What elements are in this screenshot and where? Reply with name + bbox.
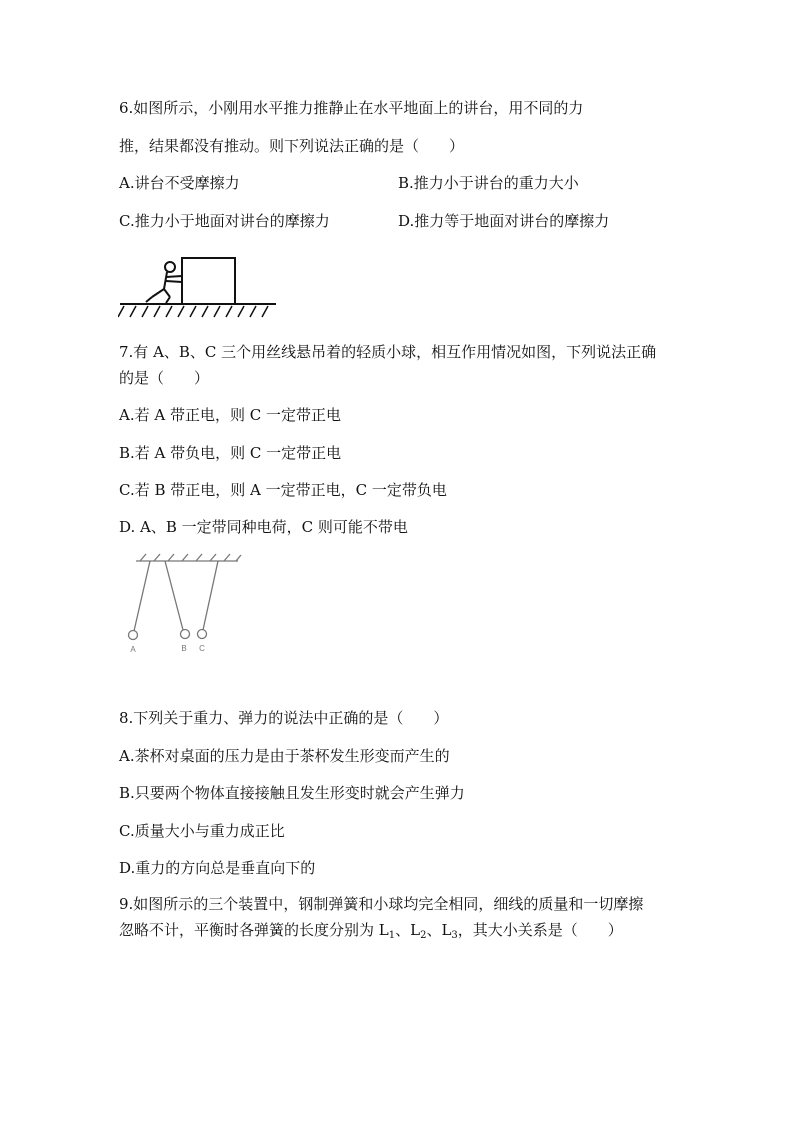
q9-stem-line2-pre: 忽略不计，平衡时各弹簧的长度分别为 L bbox=[119, 921, 389, 939]
q6-option-d: D.推力等于地面对讲台的摩擦力 bbox=[398, 212, 610, 230]
ball-c-label: C bbox=[199, 644, 205, 653]
q9-separator-2: 、L bbox=[426, 921, 452, 939]
q6-figure-pushing-podium bbox=[118, 255, 278, 321]
ball-c bbox=[198, 630, 207, 639]
q9-separator-1: 、L bbox=[395, 921, 421, 939]
q6-option-c: C.推力小于地面对讲台的摩擦力 bbox=[119, 212, 330, 230]
podium-box bbox=[182, 258, 235, 304]
q8-option-d: D.重力的方向总是垂直向下的 bbox=[119, 859, 316, 877]
l1-subscript: 1 bbox=[388, 930, 396, 941]
q7-stem-line1: 7.有 A、B、C 三个用丝线悬吊着的轻质小球，相互作用情况如图，下列说法正确 bbox=[119, 343, 657, 361]
q7-figure-hanging-balls bbox=[120, 553, 245, 658]
q8-option-b: B.只要两个物体直接接触且发生形变时就会产生弹力 bbox=[119, 784, 465, 802]
q6-option-a: A.讲台不受摩擦力 bbox=[119, 174, 240, 192]
thread-c bbox=[203, 561, 218, 630]
q9-stem-line2-post: ，其大小关系是（ ） bbox=[457, 921, 623, 939]
person-head bbox=[165, 262, 175, 272]
thread-a bbox=[134, 561, 150, 631]
l2-subscript: 2 bbox=[420, 930, 427, 941]
q9-stem-line1: 9.如图所示的三个装置中，钢制弹簧和小球均完全相同，细线的质量和一切摩擦 bbox=[119, 895, 644, 913]
q8-stem: 8.下列关于重力、弹力的说法中正确的是（ ） bbox=[119, 709, 449, 727]
q6-stem-line2: 推，结果都没有推动。则下列说法正确的是（ ） bbox=[119, 137, 465, 155]
q7-option-c: C.若 B 带正电，则 A 一定带正电，C 一定带负电 bbox=[119, 481, 447, 499]
q9-stem-line2 bbox=[119, 920, 623, 940]
ball-a-label: A bbox=[130, 645, 136, 654]
q7-stem-line2: 的是（ ） bbox=[119, 369, 210, 387]
q8-option-c: C.质量大小与重力成正比 bbox=[119, 822, 285, 840]
q6-option-b: B.推力小于讲台的重力大小 bbox=[398, 174, 579, 192]
l3-subscript: 3 bbox=[451, 930, 458, 941]
q7-option-b: B.若 A 带负电，则 C 一定带正电 bbox=[119, 444, 342, 462]
q6-stem-line1: 6.如图所示，小刚用水平推力推静止在水平地面上的讲台，用不同的力 bbox=[119, 99, 584, 117]
q7-option-a: A.若 A 带正电，则 C 一定带正电 bbox=[119, 406, 341, 424]
thread-b bbox=[165, 561, 183, 630]
ground-hatching bbox=[118, 306, 268, 317]
ball-b bbox=[181, 630, 190, 639]
ball-a bbox=[129, 631, 138, 640]
q7-option-d: D. A、B 一定带同种电荷，C 则可能不带电 bbox=[119, 518, 408, 536]
ball-b-label: B bbox=[181, 644, 187, 653]
q8-option-a: A.茶杯对桌面的压力是由于茶杯发生形变而产生的 bbox=[119, 747, 450, 765]
